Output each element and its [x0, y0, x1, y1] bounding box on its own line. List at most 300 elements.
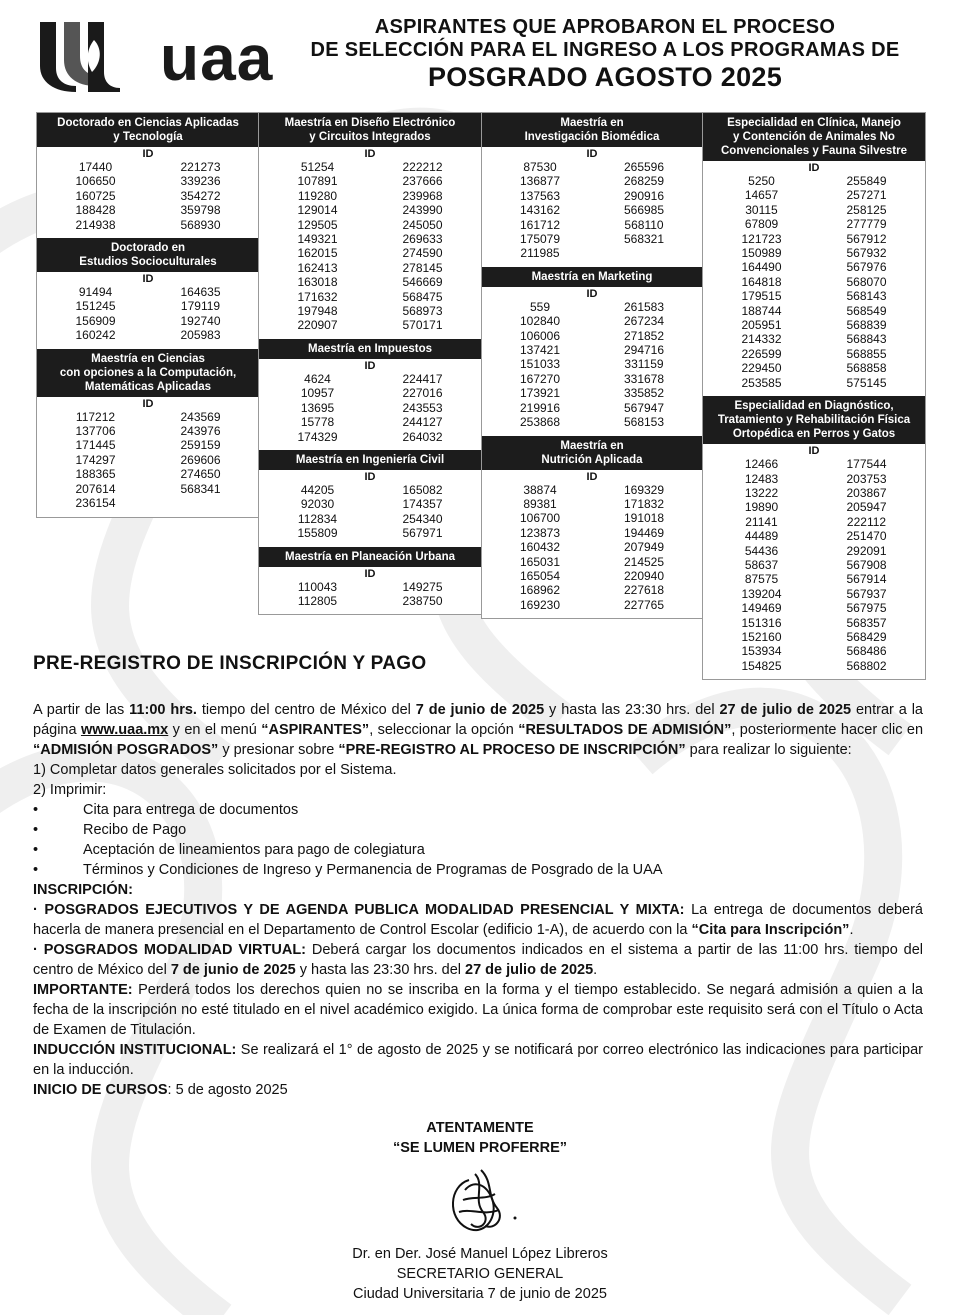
applicant-id: 13695 — [300, 400, 335, 415]
applicant-id: 174329 — [297, 429, 338, 444]
text-run: Se realizará el 1° de agosto de 2025 y se notificará por correo electrónico las indicaciones para participar en la inducción. — [33, 1042, 923, 1078]
applicant-id: 54436 — [744, 543, 779, 558]
step-1: 1) Completar datos generales solicitados por el Sistema. — [33, 762, 397, 778]
uaa-logo — [36, 16, 286, 96]
applicant-id: 226599 — [741, 346, 782, 361]
id-list — [259, 580, 481, 615]
applicant-id: 89381 — [523, 496, 557, 511]
applicant-id: 51254 — [300, 160, 335, 174]
applicant-id: 203867 — [846, 485, 887, 500]
applicant-id: 107891 — [297, 174, 338, 189]
header-line-2: DE SELECCIÓN PARA EL INGRESO A LOS PROGRAMAS DE — [310, 39, 900, 61]
text-run: 7 de junio de 2025 — [415, 702, 545, 718]
applicant-id: 278145 — [402, 260, 443, 275]
applicant-id: 154825 — [741, 658, 782, 673]
applicant-id: 123873 — [519, 525, 561, 540]
applicant-id: 331159 — [624, 357, 664, 372]
importante-paragraph — [33, 980, 923, 1040]
applicant-id: 575145 — [846, 375, 887, 390]
place-date: Ciudad Universitaria 7 de junio de 2025 — [353, 1286, 607, 1302]
print-list-item — [33, 840, 923, 860]
applicant-id: 151033 — [519, 357, 561, 372]
document-header — [300, 16, 910, 92]
text-run: Deberá cargar los documentos indicados en el sistema a partir de las 11:00 hrs. tiempo del centro de México del — [33, 942, 924, 978]
applicant-id: 568153 — [623, 415, 665, 430]
id-column-label: ID — [808, 162, 820, 174]
applicant-id: 174297 — [75, 452, 116, 467]
program-section — [259, 450, 481, 547]
program-title: Doctorado en Estudios Socioculturales — [37, 238, 259, 272]
applicant-id: 243976 — [180, 424, 221, 439]
applicant-id: 568143 — [846, 289, 887, 304]
applicant-id: 149275 — [402, 579, 443, 594]
applicant-id: 227618 — [623, 583, 665, 598]
applicant-id: 12483 — [744, 471, 779, 486]
applicant-id: 251470 — [846, 529, 887, 544]
applicant-id: 137421 — [519, 343, 561, 358]
applicant-id: 567932 — [846, 246, 887, 261]
applicant-id: 121723 — [741, 231, 782, 246]
applicant-id: 177544 — [846, 457, 887, 472]
program-title: Maestría en Marketing — [482, 267, 702, 287]
applicant-id: 567914 — [846, 572, 887, 587]
applicant-id: 197948 — [297, 304, 338, 319]
applicant-id: 255849 — [846, 174, 887, 188]
applicant-id: 274590 — [402, 246, 443, 261]
text-run: “ASPIRANTES” — [261, 722, 370, 738]
id-list — [482, 160, 702, 267]
id-list — [703, 457, 925, 679]
program-column-1 — [36, 112, 260, 518]
applicant-id: 331678 — [623, 371, 665, 386]
applicant-id: 87530 — [523, 160, 557, 174]
applicant-id: 568321 — [623, 232, 665, 247]
applicant-id: 152160 — [741, 629, 782, 644]
id-column-label: ID — [364, 148, 376, 160]
bullet-marker: • — [33, 822, 39, 838]
applicant-id: 91494 — [78, 285, 113, 300]
applicant-id: 237666 — [402, 174, 443, 189]
applicant-id: 203753 — [846, 471, 887, 486]
applicant-id: 224417 — [402, 371, 443, 386]
program-title: Especialidad en Clínica, Manejo y Contención de Animales No Convencionales y Fauna Silvestre — [703, 113, 925, 161]
applicant-id: 335852 — [623, 386, 665, 401]
print-list-item — [33, 860, 923, 880]
applicant-id: 568070 — [846, 274, 887, 289]
virtual-paragraph — [33, 940, 923, 980]
logo-text: uaa — [160, 22, 274, 94]
applicant-id: 160725 — [75, 188, 116, 203]
text-run: para realizar lo siguiente: — [685, 742, 852, 758]
applicant-id — [592, 246, 696, 260]
applicant-id: 261583 — [623, 299, 665, 314]
applicant-id: 38874 — [523, 482, 557, 497]
program-section — [259, 113, 481, 339]
applicant-id: 243569 — [180, 409, 221, 424]
applicant-id: 175079 — [519, 232, 561, 247]
header-line-1: ASPIRANTES QUE APROBARON EL PROCESO — [374, 16, 836, 38]
applicant-id: 568839 — [846, 318, 887, 333]
applicant-id: 254340 — [402, 511, 443, 526]
program-section — [259, 339, 481, 450]
preregistro-title: PRE-REGISTRO DE INSCRIPCIÓN Y PAGO — [33, 653, 427, 674]
program-column-3 — [481, 112, 703, 619]
applicant-id: 267234 — [623, 314, 665, 329]
id-column-label: ID — [142, 148, 154, 160]
signer-name: Dr. en Der. José Manuel López Libreros — [352, 1246, 608, 1262]
id-column-label: ID — [586, 287, 598, 300]
applicant-id: 219916 — [519, 400, 561, 415]
program-title: Maestría en Planeación Urbana — [259, 547, 481, 567]
applicant-id: 10957 — [300, 386, 335, 401]
applicant-id: 106700 — [519, 511, 561, 526]
text-run: 27 de julio de 2025 — [465, 962, 594, 978]
applicant-id: 274650 — [180, 467, 221, 482]
text-run: : 5 de agosto 2025 — [167, 1082, 288, 1098]
applicant-id — [148, 496, 253, 510]
applicant-id: 12466 — [744, 457, 779, 472]
applicant-id: 171832 — [623, 496, 665, 511]
applicant-id: 214332 — [741, 332, 782, 347]
applicant-id: 106006 — [519, 328, 561, 343]
applicant-id: 188365 — [75, 467, 116, 482]
applicant-id: 30115 — [745, 202, 778, 217]
applicant-id: 567908 — [846, 557, 887, 572]
program-column-4 — [702, 112, 926, 680]
text-run: , posteriormente hacer clic en — [731, 722, 924, 738]
applicant-id: 236154 — [75, 496, 116, 511]
applicant-id: 359798 — [180, 203, 221, 218]
id-column-label: ID — [364, 567, 376, 580]
applicant-id: 220940 — [623, 568, 665, 583]
applicant-id: 265596 — [623, 160, 665, 174]
bullet-marker: • — [33, 802, 39, 818]
applicant-id: 165054 — [519, 568, 561, 583]
id-list — [37, 160, 259, 238]
program-section — [482, 436, 702, 619]
signer-position: SECRETARIO GENERAL — [396, 1266, 564, 1282]
applicant-id: 136877 — [519, 174, 561, 189]
applicant-id: 269606 — [180, 452, 221, 467]
applicant-id: 156909 — [75, 313, 116, 328]
atentamente: ATENTAMENTE — [426, 1120, 534, 1136]
id-list — [703, 174, 925, 396]
applicant-id: 117212 — [75, 409, 116, 424]
text-run: tiempo del centro de México del — [196, 702, 416, 718]
id-column-label: ID — [364, 359, 376, 372]
print-list-item — [33, 800, 923, 820]
applicant-id: 5250 — [748, 174, 775, 188]
applicant-id: 87575 — [744, 572, 779, 587]
bullet-marker: • — [33, 862, 39, 878]
applicant-id: 14657 — [744, 188, 779, 203]
applicant-id: 258125 — [846, 202, 887, 217]
applicant-id: 143162 — [519, 203, 561, 218]
applicant-id: 222112 — [846, 514, 887, 529]
program-section — [482, 267, 702, 436]
applicant-id: 570171 — [402, 318, 443, 333]
applicant-id: 277779 — [846, 217, 887, 232]
applicant-id: 568858 — [846, 361, 887, 376]
applicant-id: 220907 — [297, 318, 338, 333]
applicant-id: 174357 — [402, 497, 443, 512]
applicant-id: 44489 — [744, 529, 779, 544]
program-column-2 — [258, 112, 482, 615]
program-title: Maestría en Investigación Biomédica — [482, 113, 702, 147]
applicant-id: 149469 — [741, 601, 782, 616]
applicant-id: 568486 — [846, 644, 887, 659]
applicant-id: 167270 — [519, 371, 561, 386]
id-list — [259, 483, 481, 547]
text-run: y presionar sobre — [218, 742, 339, 758]
id-list — [37, 285, 259, 349]
applicant-id: 164490 — [741, 260, 782, 275]
inscripcion-label: INSCRIPCIÓN: — [33, 882, 133, 898]
applicant-id: 13222 — [744, 485, 779, 500]
applicant-id: 568802 — [846, 658, 887, 673]
applicant-id: 168962 — [519, 583, 561, 598]
applicant-id: 567971 — [402, 526, 443, 541]
applicant-id: 567976 — [846, 260, 887, 275]
program-title: Maestría en Ciencias con opciones a la Computación, Matemáticas Aplicadas — [37, 349, 259, 397]
text-run: y hasta las 23:30 hrs. del — [295, 962, 466, 978]
applicant-id: 164818 — [741, 274, 782, 289]
applicant-id: 354272 — [180, 188, 221, 203]
motto: “SE LUMEN PROFERRE” — [392, 1140, 567, 1156]
applicant-id: 191018 — [623, 511, 665, 526]
text-run: entrar a la página — [33, 702, 924, 738]
text-run: INICIO DE CURSOS — [33, 1082, 168, 1098]
applicant-id: 153934 — [741, 644, 782, 659]
applicant-id: 129014 — [297, 203, 338, 218]
applicant-id: 211985 — [520, 246, 560, 261]
applicant-id: 4624 — [304, 371, 331, 386]
applicant-id: 292091 — [846, 543, 887, 558]
program-section — [703, 396, 925, 679]
applicant-id: 194469 — [623, 525, 665, 540]
applicant-id: 568357 — [846, 615, 887, 630]
step-2: 2) Imprimir: — [33, 782, 107, 798]
program-section — [37, 238, 259, 349]
applicant-id: 188744 — [741, 303, 782, 318]
applicant-id: 568973 — [402, 304, 443, 319]
applicant-id: 17440 — [78, 160, 113, 174]
id-column-label: ID — [142, 273, 154, 286]
id-list — [259, 160, 481, 339]
program-section — [37, 349, 259, 517]
applicant-id: 567937 — [846, 586, 887, 601]
applicant-id: 151316 — [741, 615, 782, 630]
applicant-id: 162015 — [297, 246, 338, 261]
preregistro-intro — [33, 700, 923, 760]
applicant-id: 19890 — [744, 500, 779, 515]
applicant-id: 207614 — [75, 481, 116, 496]
text-run: www.uaa.mx — [80, 722, 169, 738]
applicant-id: 566985 — [623, 203, 665, 218]
applicant-id: 179119 — [180, 299, 221, 314]
applicant-id: 155809 — [297, 526, 338, 541]
applicant-id: 559 — [529, 299, 551, 314]
applicant-id: 173921 — [519, 386, 561, 401]
uaa-logo-mark — [36, 16, 126, 96]
applicant-id: 243553 — [402, 400, 443, 415]
applicant-id: 257271 — [846, 188, 887, 203]
text-run: 11:00 hrs. — [129, 702, 197, 718]
applicant-id: 112834 — [297, 511, 338, 526]
program-title: Especialidad en Diagnóstico, Tratamiento y Rehabilitación Física Ortopédica en Perros y Gatos — [703, 396, 925, 444]
applicant-id: 44205 — [300, 482, 335, 497]
applicant-id: 165082 — [402, 482, 443, 497]
text-run: 7 de junio de 2025 — [170, 962, 296, 978]
inicio-cursos-paragraph — [33, 1080, 923, 1100]
applicant-id: 58637 — [744, 557, 779, 572]
program-title: Maestría en Ingeniería Civil — [259, 450, 481, 470]
applicant-id: 214938 — [75, 217, 116, 232]
applicant-id: 92030 — [300, 497, 335, 512]
applicant-id: 239968 — [402, 188, 443, 203]
text-run: y hasta las 23:30 hrs. del — [544, 702, 720, 718]
applicant-id: 119280 — [297, 188, 338, 203]
bullet-marker: • — [33, 842, 39, 858]
applicant-id: 567912 — [846, 231, 887, 246]
text-run: . — [849, 922, 854, 938]
print-list — [33, 800, 923, 880]
applicant-id: 227016 — [402, 386, 443, 401]
applicant-id: 238750 — [402, 593, 443, 608]
text-run: La entrega de documentos deberá hacerla de manera presencial en el Departamento de Control Escolar (edificio 1-A), de acuerdo con la — [33, 902, 923, 938]
text-run: · POSGRADOS MODALIDAD VIRTUAL: — [33, 942, 307, 958]
text-run: INDUCCIÓN INSTITUCIONAL: — [33, 1042, 237, 1058]
applicant-id: 110043 — [297, 579, 338, 594]
applicant-id: 205983 — [180, 328, 221, 343]
applicant-id: 205947 — [846, 500, 887, 515]
applicant-id: 179515 — [741, 289, 782, 304]
applicant-id: 245050 — [402, 217, 443, 232]
applicant-id: 568475 — [402, 289, 443, 304]
applicant-id: 568930 — [180, 217, 221, 232]
program-title: Doctorado en Ciencias Aplicadas y Tecnología — [37, 113, 259, 147]
applicant-id: 169230 — [519, 597, 561, 612]
applicant-id: 106650 — [75, 174, 116, 189]
applicant-id: 162413 — [297, 260, 338, 275]
applicant-id: 271852 — [623, 328, 665, 343]
applicant-id: 67809 — [744, 217, 779, 232]
applicant-id: 244127 — [402, 415, 443, 430]
applicant-id: 269633 — [402, 232, 443, 247]
program-section — [482, 113, 702, 267]
applicant-id: 102840 — [519, 314, 561, 329]
applicant-id: 160432 — [519, 540, 561, 555]
text-run: A partir de las — [33, 702, 130, 718]
induccion-paragraph — [33, 1040, 923, 1080]
text-run: IMPORTANTE: — [33, 982, 133, 998]
applicant-id: 205951 — [741, 318, 782, 333]
program-title: Maestría en Nutrición Aplicada — [482, 436, 702, 470]
applicant-id: 192740 — [180, 313, 221, 328]
presencial-paragraph — [33, 900, 923, 940]
id-column-label: ID — [364, 470, 376, 483]
applicant-id: 171445 — [75, 438, 116, 453]
applicant-id: 253868 — [519, 415, 561, 430]
print-list-item-text: Cita para entrega de documentos — [83, 802, 299, 818]
program-section — [37, 113, 259, 238]
text-run: “Cita para Inscripción” — [691, 922, 850, 938]
text-run: 27 de julio de 2025 — [719, 702, 852, 718]
print-list-item-text: Términos y Condiciones de Ingreso y Permanencia de Programas de Posgrado de la UAA — [83, 862, 663, 878]
applicant-id: 568429 — [846, 629, 887, 644]
id-column-label: ID — [142, 397, 154, 410]
program-title: Maestría en Diseño Electrónico y Circuitos Integrados — [259, 113, 481, 147]
applicant-id: 188428 — [75, 203, 116, 218]
applicant-id: 222212 — [402, 160, 443, 174]
id-list — [482, 483, 702, 619]
applicant-id: 129505 — [297, 217, 338, 232]
applicant-id: 243990 — [402, 203, 443, 218]
applicant-id: 171632 — [297, 289, 338, 304]
text-run: “RESULTADOS DE ADMISIÓN” — [518, 722, 732, 738]
program-section — [703, 113, 925, 396]
id-column-label: ID — [586, 470, 598, 483]
applicant-id: 259159 — [180, 438, 221, 453]
applicant-id: 21141 — [745, 514, 778, 529]
signature-block — [300, 1118, 660, 1304]
applicant-id: 165031 — [519, 554, 561, 569]
applicant-id: 163018 — [297, 275, 338, 290]
applicant-id: 568855 — [846, 346, 887, 361]
applicant-id: 137563 — [519, 188, 561, 203]
applicant-id: 264032 — [402, 429, 443, 444]
text-run: . — [593, 962, 598, 978]
applicant-id: 253585 — [741, 375, 782, 390]
text-run: Perderá todos los derechos quien no se inscriba en la forma y el tiempo establecido. Se negará admisión a quien a la fecha de la inscripción no esté titulado en el nivel académico exigido. La única forma de comprobar este requisito será con el Título o Acta de Examen de Titulación. — [33, 982, 923, 1038]
applicant-id: 294716 — [623, 343, 665, 358]
handwritten-signature — [300, 1158, 660, 1244]
preregistro-section — [33, 652, 923, 1100]
applicant-id: 169329 — [623, 482, 665, 497]
applicant-id: 568110 — [624, 217, 664, 232]
text-run: “ADMISIÓN POSGRADOS” — [33, 742, 219, 758]
applicant-id: 229450 — [741, 361, 782, 376]
applicant-id: 214525 — [623, 554, 665, 569]
applicant-id: 151245 — [75, 299, 116, 314]
print-list-item-text: Aceptación de lineamientos para pago de colegiatura — [83, 842, 425, 858]
applicant-id: 567975 — [846, 601, 887, 616]
id-column-label: ID — [808, 445, 820, 458]
applicant-id: 567947 — [623, 400, 665, 415]
applicant-id: 568341 — [180, 481, 221, 496]
applicant-id: 149321 — [297, 232, 338, 247]
header-line-3: POSGRADO AGOSTO 2025 — [427, 62, 783, 92]
applicant-id: 160242 — [75, 328, 116, 343]
applicant-id: 139204 — [741, 586, 782, 601]
applicant-id: 268259 — [623, 174, 665, 189]
applicant-id: 568843 — [846, 332, 887, 347]
program-title: Maestría en Impuestos — [259, 339, 481, 359]
applicant-id: 137706 — [75, 424, 116, 439]
text-run: , seleccionar la opción — [369, 722, 519, 738]
applicant-id: 227765 — [623, 597, 665, 612]
id-list — [37, 410, 259, 517]
applicant-id: 290916 — [623, 188, 665, 203]
program-section — [259, 547, 481, 615]
applicant-id: 568549 — [846, 303, 887, 318]
applicant-id: 207949 — [623, 540, 665, 555]
applicant-id: 150989 — [741, 246, 782, 261]
applicant-id: 221273 — [180, 160, 221, 174]
text-run: “PRE-REGISTRO AL PROCESO DE INSCRIPCIÓN” — [338, 742, 686, 758]
applicant-id: 15778 — [300, 415, 335, 430]
text-run: y en el menú — [168, 722, 262, 738]
